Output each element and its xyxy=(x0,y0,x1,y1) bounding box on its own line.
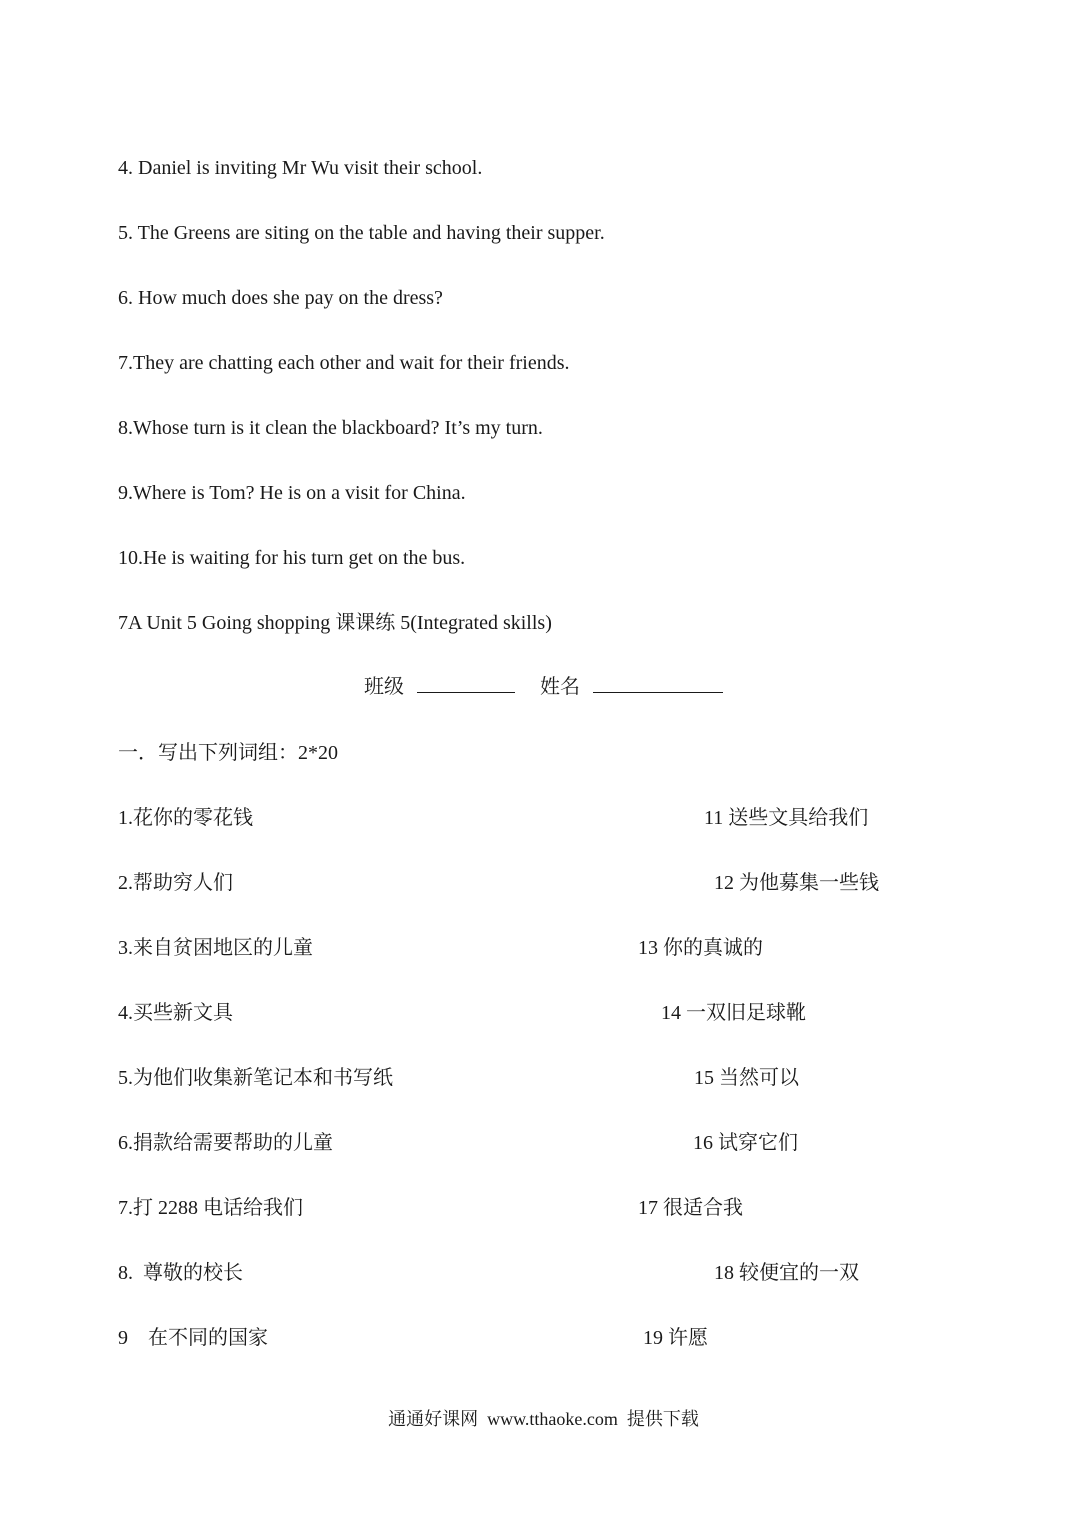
phrase-6: 6.捐款给需要帮助的儿童 xyxy=(118,1132,333,1154)
phrase-7: 7.打 2288 电话给我们 xyxy=(118,1197,303,1219)
phrase-5: 5.为他们收集新笔记本和书写纸 xyxy=(118,1067,393,1089)
phrase-2: 2.帮助穷人们 xyxy=(118,872,233,894)
section-title: 7A Unit 5 Going shopping 课课练 5(Integrated skills) xyxy=(118,612,552,634)
page-footer: 通通好课网 www.tthaoke.com 提供下载 xyxy=(388,1409,699,1429)
phrase-13: 13 你的真诚的 xyxy=(638,937,763,959)
sentence-10: 10.He is waiting for his turn get on the bus. xyxy=(118,547,466,569)
phrase-19: 19 许愿 xyxy=(643,1327,708,1349)
sentence-8: 8.Whose turn is it clean the blackboard? It’s my turn. xyxy=(118,417,543,439)
sentence-7: 7.They are chatting each other and wait for their friends. xyxy=(118,352,570,374)
sentence-6: 6. How much does she pay on the dress? xyxy=(118,287,443,309)
phrase-17: 17 很适合我 xyxy=(638,1197,743,1219)
phrase-3: 3.来自贫困地区的儿童 xyxy=(118,937,313,959)
phrase-16: 16 试穿它们 xyxy=(693,1132,798,1154)
phrase-14: 14 一双旧足球靴 xyxy=(661,1002,806,1024)
phrase-18: 18 较便宜的一双 xyxy=(714,1262,859,1284)
phrase-9: 9 在不同的国家 xyxy=(118,1327,268,1349)
phrase-15: 15 当然可以 xyxy=(694,1067,799,1089)
phrase-8: 8. 尊敬的校长 xyxy=(118,1262,243,1284)
phrase-11: 11 送些文具给我们 xyxy=(704,807,869,829)
class-name-line xyxy=(0,674,1087,699)
phrase-1: 1.花你的零花钱 xyxy=(118,807,253,829)
sentence-5: 5. The Greens are siting on the table and having their supper. xyxy=(118,222,605,244)
phrase-4: 4.买些新文具 xyxy=(118,1002,233,1024)
sentence-9: 9.Where is Tom? He is on a visit for China. xyxy=(118,482,466,504)
phrase-12: 12 为他募集一些钱 xyxy=(714,872,879,894)
name-label: 姓名 xyxy=(540,676,580,698)
class-blank[interactable] xyxy=(417,674,515,693)
part1-title: 一．写出下列词组：2*20 xyxy=(118,742,338,764)
sentence-4: 4. Daniel is inviting Mr Wu visit their school. xyxy=(118,157,483,179)
class-label: 班级 xyxy=(364,676,404,698)
name-blank[interactable] xyxy=(593,674,723,693)
